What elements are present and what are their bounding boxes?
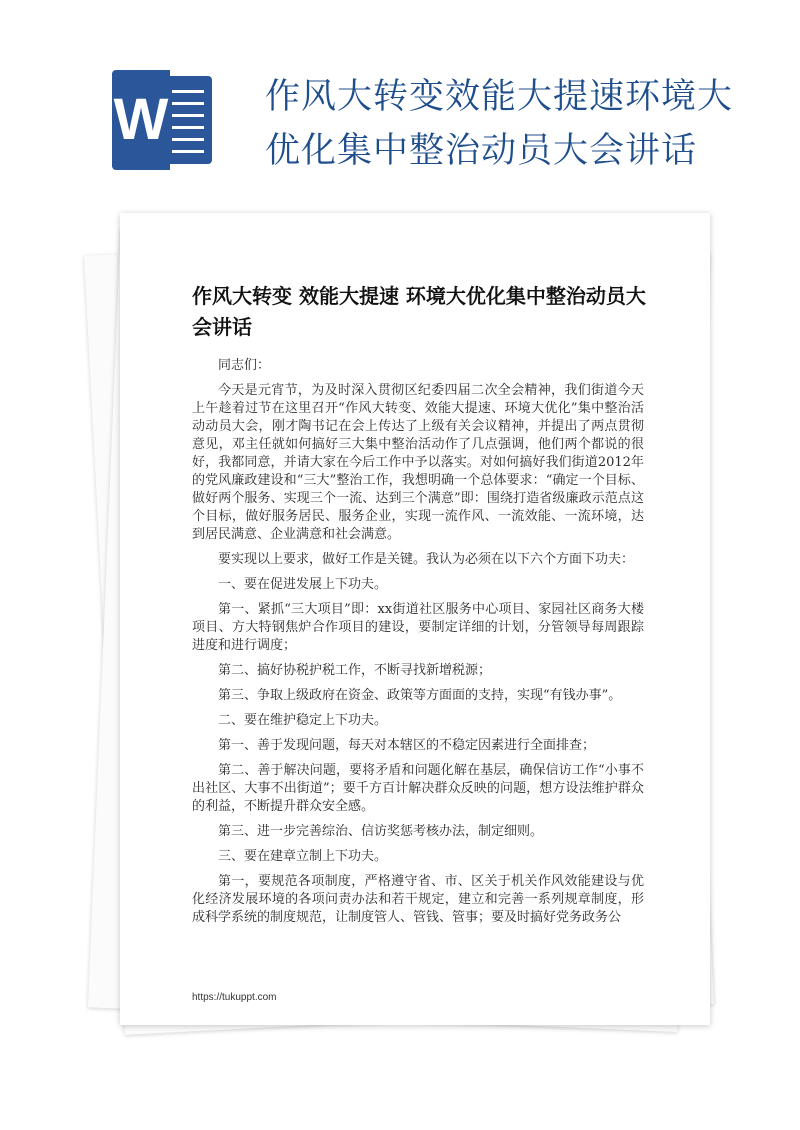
header-title: 作风大转变效能大提速环境大优化集中整治动员大会讲话 bbox=[265, 77, 734, 171]
paragraph: 第二、善于解决问题，要将矛盾和问题化解在基层，确保信访工作“小事不出社区、大事不出街道”；要千方百计解决群众反映的问题，想方设法维护群众的利益，不断提升群众安全感。 bbox=[192, 763, 644, 814]
paragraph: 二、要在维护稳定上下功夫。 bbox=[218, 713, 388, 728]
footer-url: https://tukuppt.com bbox=[192, 992, 277, 1003]
paragraph: 第三、进一步完善综治、信访奖惩考核办法，制定细则。 bbox=[218, 824, 544, 839]
word-letter-tile: W bbox=[112, 70, 170, 170]
paragraph: 第二、搞好协税护税工作，不断寻找新增税源； bbox=[218, 663, 492, 678]
paragraph: 今天是元宵节，为及时深入贯彻区纪委四届二次全会精神，我们街道今天上午趁着过节在这里召开“作风大转变、效能大提速、环境大优化”集中整治活动动员大会，刚才陶书记在会上传达了上级有关会议精神，并提出了两点贯彻意见，邓主任就如何搞好三大集中整治活动作了几点强调，他们两个都说的很好，我都同意，并请大家在今后工作中予以落实。对如何搞好我们街道2012年的党风廉政建设和“三大”整治工作，我想明确一个总体要求：“确定一个目标、做好两个服务、实现三个一流、达到三个满意”即：围绕打造省级廉政示范点这个目标，做好服务居民、服务企业，实现一流作风、一流效能、一流环境，达到居民满意、企业满意和社会满意。 bbox=[192, 383, 644, 542]
paragraph: 一、要在促进发展上下功夫。 bbox=[218, 577, 388, 592]
paragraph: 第一、紧抓“三大项目”即：xx街道社区服务中心项目、家园社区商务大楼项目、方大特钢焦炉合作项目的建设，要制定详细的计划，分管领导每周跟踪进度和进行调度； bbox=[192, 602, 644, 653]
paragraph: 三、要在建章立制上下功夫。 bbox=[218, 849, 388, 864]
document-page bbox=[120, 213, 710, 1025]
paragraph: 同志们： bbox=[218, 358, 271, 373]
word-document-icon bbox=[112, 70, 212, 170]
document-body bbox=[192, 357, 644, 934]
paragraph: 第一、善于发现问题，每天对本辖区的不稳定因素进行全面排查； bbox=[218, 738, 596, 753]
paragraph: 第三、争取上级政府在资金、政策等方面面的支持，实现“有钱办事”。 bbox=[218, 688, 622, 703]
document-title: 作风大转变 效能大提速 环境大优化集中整治动员大会讲话 bbox=[192, 284, 646, 339]
paragraph: 第一，要规范各项制度，严格遵守省、市、区关于机关作风效能建设与优化经济发展环境的各项问责办法和若干规定，建立和完善一系列规章制度，形成科学系统的制度规范，让制度管人、管钱、管事；要及时搞好党务政务公 bbox=[192, 874, 644, 925]
paragraph: 要实现以上要求，做好工作是关键。我认为必须在以下六个方面下功夫： bbox=[218, 552, 635, 567]
